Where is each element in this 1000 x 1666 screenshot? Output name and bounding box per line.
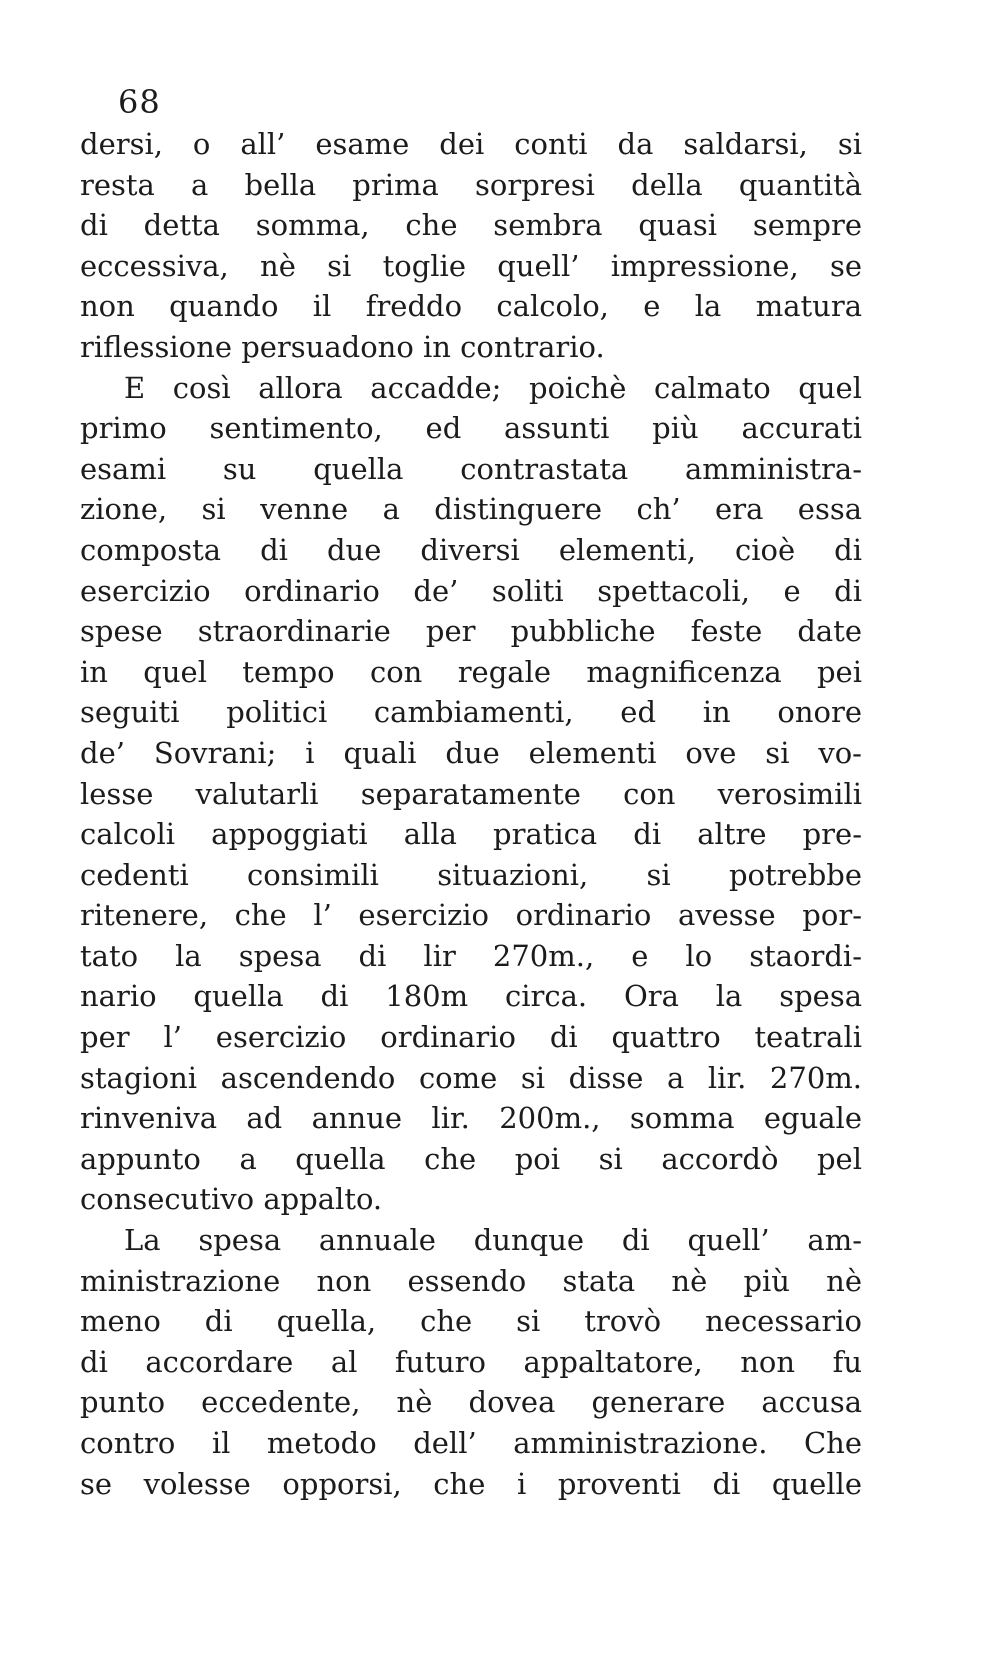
paragraph-start-line: La spesa annuale dunque di quell’ am- <box>124 1223 862 1258</box>
text-line: nario quella di 180m circa. Ora la spesa <box>80 979 862 1014</box>
text-line: esami su quella contrastata amministra- <box>80 451 862 486</box>
text-line: lesse valutarli separatamente con verosimili <box>80 776 862 811</box>
text-line: in quel tempo con regale magnificenza pei <box>80 654 862 689</box>
text-line: ritenere, che l’ esercizio ordinario avesse por- <box>80 898 862 933</box>
text-line: spese straordinarie per pubbliche feste date <box>80 614 862 649</box>
text-line: zione, si venne a distinguere ch’ era essa <box>80 492 862 527</box>
paragraph-start-line: E così allora accadde; poichè calmato quel <box>124 370 862 405</box>
text-line: meno di quella, che si trovò necessario <box>80 1304 862 1339</box>
text-line: tato la spesa di lir 270m., e lo staordi- <box>80 938 862 973</box>
page-number: 68 <box>118 83 161 121</box>
text-line: se volesse opporsi, che i proventi di quelle <box>80 1466 862 1501</box>
text-line: cedenti consimili situazioni, si potrebbe <box>80 857 862 892</box>
text-line: di accordare al futuro appaltatore, non fu <box>80 1344 862 1379</box>
text-line: per l’ esercizio ordinario di quattro teatrali <box>80 1020 862 1055</box>
paragraph-end-line: consecutivo appalto. <box>80 1182 383 1217</box>
text-line: de’ Sovrani; i quali due elementi ove si vo- <box>80 735 862 770</box>
paragraph-end-line: riflessione persuadono in contrario. <box>80 329 605 364</box>
text-line: rinveniva ad annue lir. 200m., somma eguale <box>80 1101 862 1136</box>
text-line: non quando il freddo calcolo, e la matura <box>80 289 862 324</box>
text-line: seguiti politici cambiamenti, ed in onore <box>80 695 862 730</box>
text-line: stagioni ascendendo come si disse a lir. 270m. <box>80 1060 862 1095</box>
text-line: punto eccedente, nè dovea generare accusa <box>80 1385 862 1420</box>
text-line: di detta somma, che sembra quasi sempre <box>80 208 862 243</box>
body-text <box>80 124 862 1504</box>
text-line: resta a bella prima sorpresi della quantità <box>80 167 862 202</box>
text-line: esercizio ordinario de’ soliti spettacoli, e di <box>80 573 862 608</box>
text-line: appunto a quella che poi si accordò pel <box>80 1141 862 1176</box>
text-line: primo sentimento, ed assunti più accurati <box>80 411 862 446</box>
text-line: composta di due diversi elementi, cioè di <box>80 532 862 567</box>
text-line: calcoli appoggiati alla pratica di altre pre- <box>80 817 862 852</box>
text-line: ministrazione non essendo stata nè più nè <box>80 1263 862 1298</box>
text-line: dersi, o all’ esame dei conti da saldarsi, si <box>80 127 862 161</box>
text-line: contro il metodo dell’ amministrazione. Che <box>80 1426 862 1460</box>
text-line: eccessiva, nè si toglie quell’ impressione, se <box>80 248 862 283</box>
